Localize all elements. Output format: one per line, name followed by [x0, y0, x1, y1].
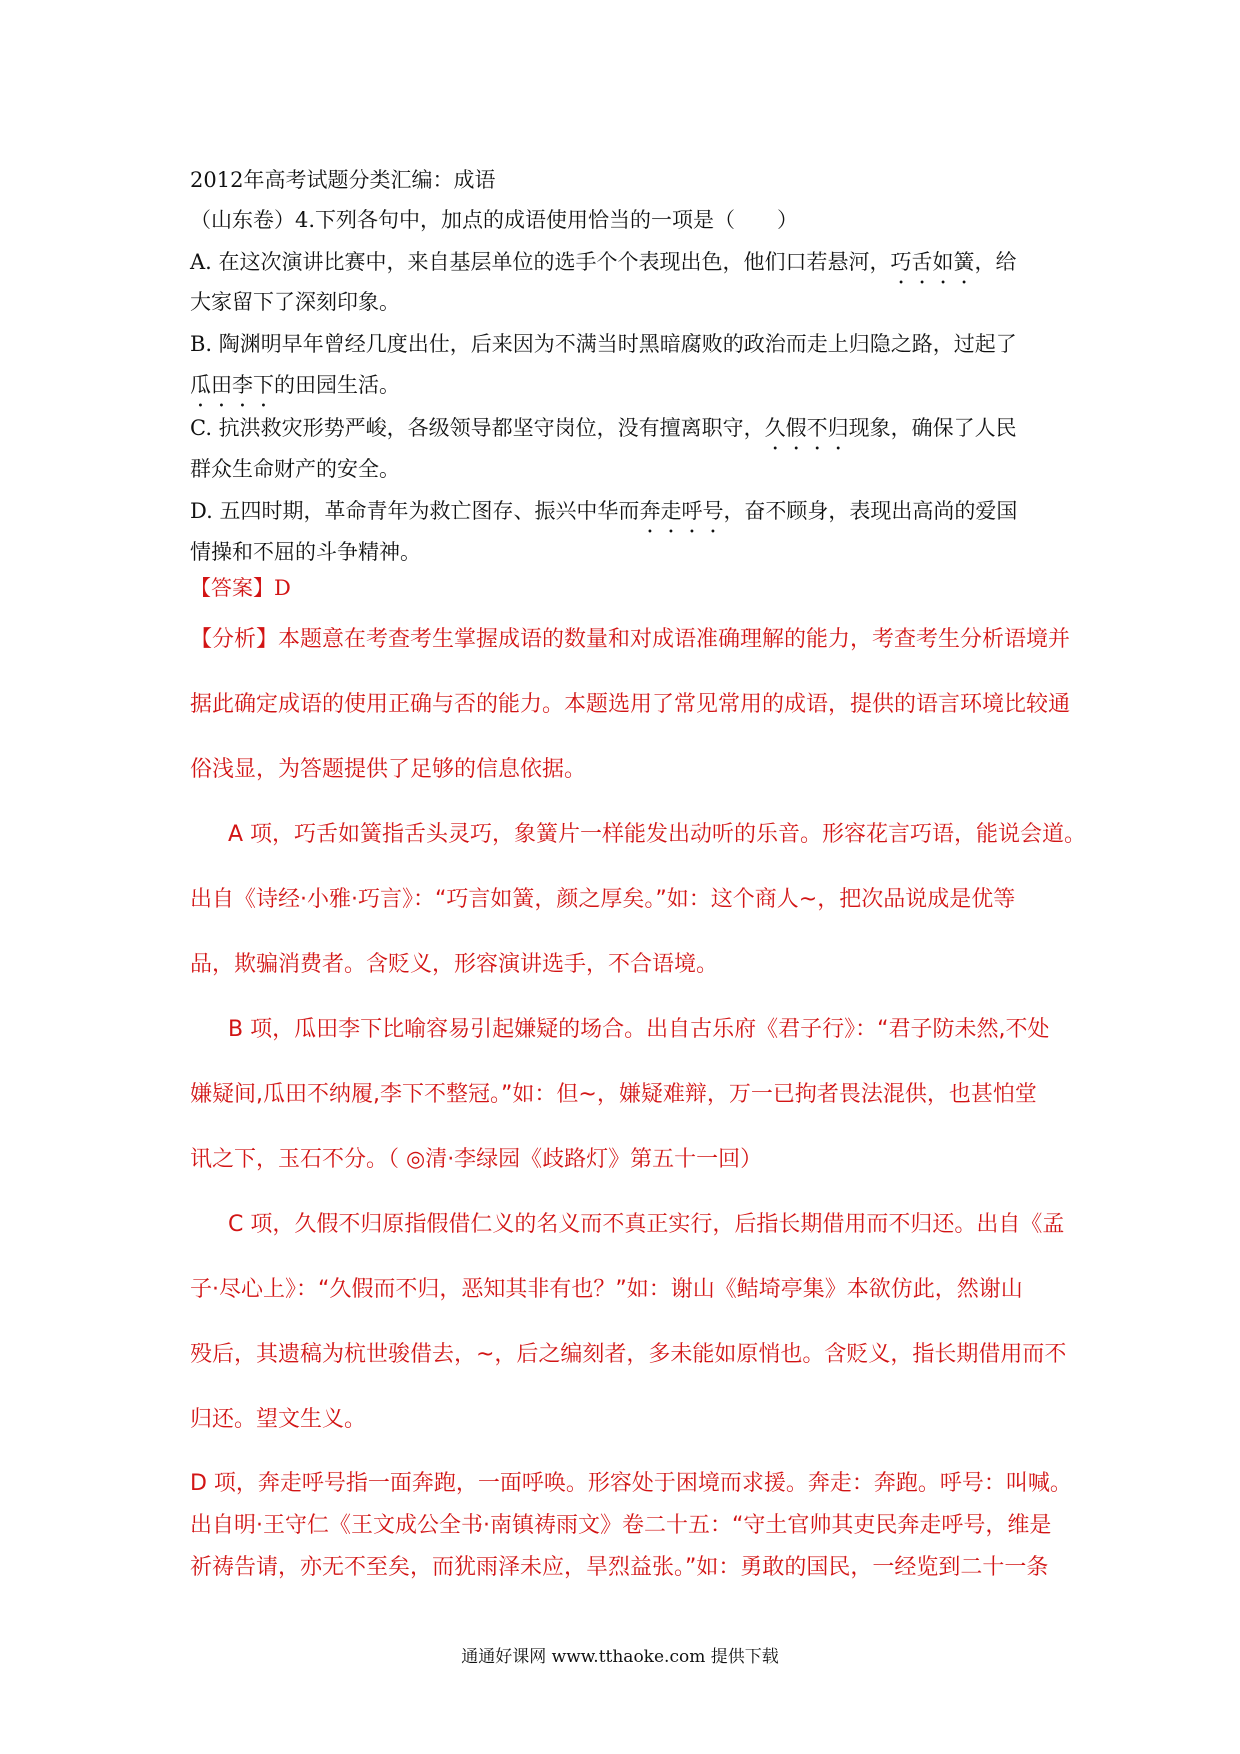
dotted-char: 如 — [932, 250, 954, 274]
analysis-c-line-3: 殁后，其遗稿为杭世骏借去，~，后之编刻者，多未能如原悄也。含贬义，指长期借用而不 — [190, 1342, 1067, 1367]
dotted-char: 舌 — [911, 250, 933, 274]
option-d-line-1 — [190, 495, 1060, 525]
dotted-char: 下 — [253, 373, 274, 397]
dotted-char: 号 — [702, 499, 724, 523]
analysis-d-line-1: D 项，奔走呼号指一面奔跑，一面呼唤。形容处于困境而求援。奔走：奔跑。呼号：叫喊。 — [190, 1471, 1072, 1496]
analysis-tag: 【分析】 — [190, 627, 279, 652]
dotted-char: 归 — [827, 416, 849, 440]
dotted-char: 走 — [660, 499, 682, 523]
dotted-char: 呼 — [681, 499, 703, 523]
analysis-text: 本题意在考查考生掌握成语的数量和对成语准确理解的能力，考查考生分析语境并 — [278, 627, 1071, 652]
analysis-c-line-2: 子·尽心上》：“久假而不归，恶知其非有也？”如：谢山《鲒埼亭集》本欲仿此，然谢山 — [190, 1277, 1023, 1302]
option-d-text-end: ，奋不顾身，表现出高尚的爱国 — [723, 499, 1018, 523]
option-a-text-end: ，给 — [974, 250, 1017, 274]
option-b-line-1: B. 陶渊明早年曾经几度出仕，后来因为不满当时黑暗腐败的政治而走上归隐之路，过起了 — [190, 332, 1017, 356]
dotted-char: 奔 — [639, 499, 661, 523]
dotted-char: 久 — [764, 416, 786, 440]
analysis-line-2: 据此确定成语的使用正确与否的能力。本题选用了常见常用的成语，提供的语言环境比较通 — [190, 692, 1071, 717]
option-b-line-2 — [190, 369, 1060, 399]
document-title: 2012年高考试题分类汇编：成语 — [190, 168, 496, 192]
option-a-line-2: 大家留下了深刻印象。 — [190, 290, 400, 314]
analysis-line-1 — [190, 622, 1071, 653]
dotted-char: 假 — [785, 416, 807, 440]
analysis-a-line-1: A 项，巧舌如簧指舌头灵巧，象簧片一样能发出动听的乐音。形容花言巧语，能说会道。 — [228, 822, 1087, 847]
option-c-line-1 — [190, 412, 1060, 442]
analysis-b-line-3: 讯之下，玉石不分。（ ◎清·李绿园《歧路灯》第五十一回） — [190, 1147, 763, 1172]
analysis-a-line-3: 品，欺骗消费者。含贬义，形容演讲选手，不合语境。 — [190, 952, 719, 977]
analysis-a-line-2: 出自《诗经·小雅·巧言》：“巧言如簧，颜之厚矣。”如：这个商人~，把次品说成是优等 — [190, 887, 1016, 912]
option-c-text-end: 现象，确保了人民 — [848, 416, 1017, 440]
option-a-line-1 — [190, 246, 1060, 276]
analysis-c-line-4: 归还。望文生义。 — [190, 1407, 367, 1432]
dotted-char: 巧 — [890, 250, 912, 274]
option-b-text-end: 的田园生活。 — [274, 373, 400, 397]
answer-value: D — [274, 576, 291, 600]
analysis-b-line-1: B 项，瓜田李下比喻容易引起嫌疑的场合。出自古乐府《君子行》：“君子防未然,不处 — [228, 1017, 1050, 1042]
page-footer: 通通好课网 www.tthaoke.com 提供下载 — [461, 1647, 779, 1667]
option-c-text: C. 抗洪救灾形势严峻，各级领导都坚守岗位，没有擅离职守， — [190, 416, 765, 440]
analysis-d-line-3: 祈祷告请，亦无不至矣，而犹雨泽未应，旱烈益张。”如：勇敢的国民，一经览到二十一条 — [190, 1555, 1049, 1580]
option-d-line-2: 情操和不屈的斗争精神。 — [190, 540, 421, 564]
analysis-line-3: 俗浅显，为答题提供了足够的信息依据。 — [190, 757, 587, 782]
dotted-char: 瓜 — [190, 373, 211, 397]
question-stem: （山东卷）4.下列各句中，加点的成语使用恰当的一项是（ ） — [190, 208, 799, 232]
analysis-b-line-2: 嫌疑间,瓜田不纳履,李下不整冠。”如：但~，嫌疑难辩，万一已拘者畏法混供，也甚怕堂 — [190, 1082, 1037, 1107]
option-c-line-2: 群众生命财产的安全。 — [190, 457, 400, 481]
dotted-char: 不 — [806, 416, 828, 440]
option-a-text: A. 在这次演讲比赛中，来自基层单位的选手个个表现出色，他们口若悬河， — [190, 250, 891, 274]
dotted-char: 簧 — [953, 250, 975, 274]
answer-line — [190, 572, 1060, 602]
dotted-char: 李 — [232, 373, 253, 397]
option-d-text: D. 五四时期，革命青年为救亡图存、振兴中华而 — [190, 499, 640, 523]
analysis-d-line-2: 出自明·王守仁《王文成公全书·南镇祷雨文》卷二十五：“守土官帅其吏民奔走呼号，维是 — [190, 1513, 1052, 1538]
answer-tag: 【答案】 — [190, 576, 274, 600]
analysis-c-line-1: C 项，久假不归原指假借仁义的名义而不真正实行，后指长期借用而不归还。出自《孟 — [228, 1212, 1065, 1237]
dotted-char: 田 — [211, 373, 232, 397]
